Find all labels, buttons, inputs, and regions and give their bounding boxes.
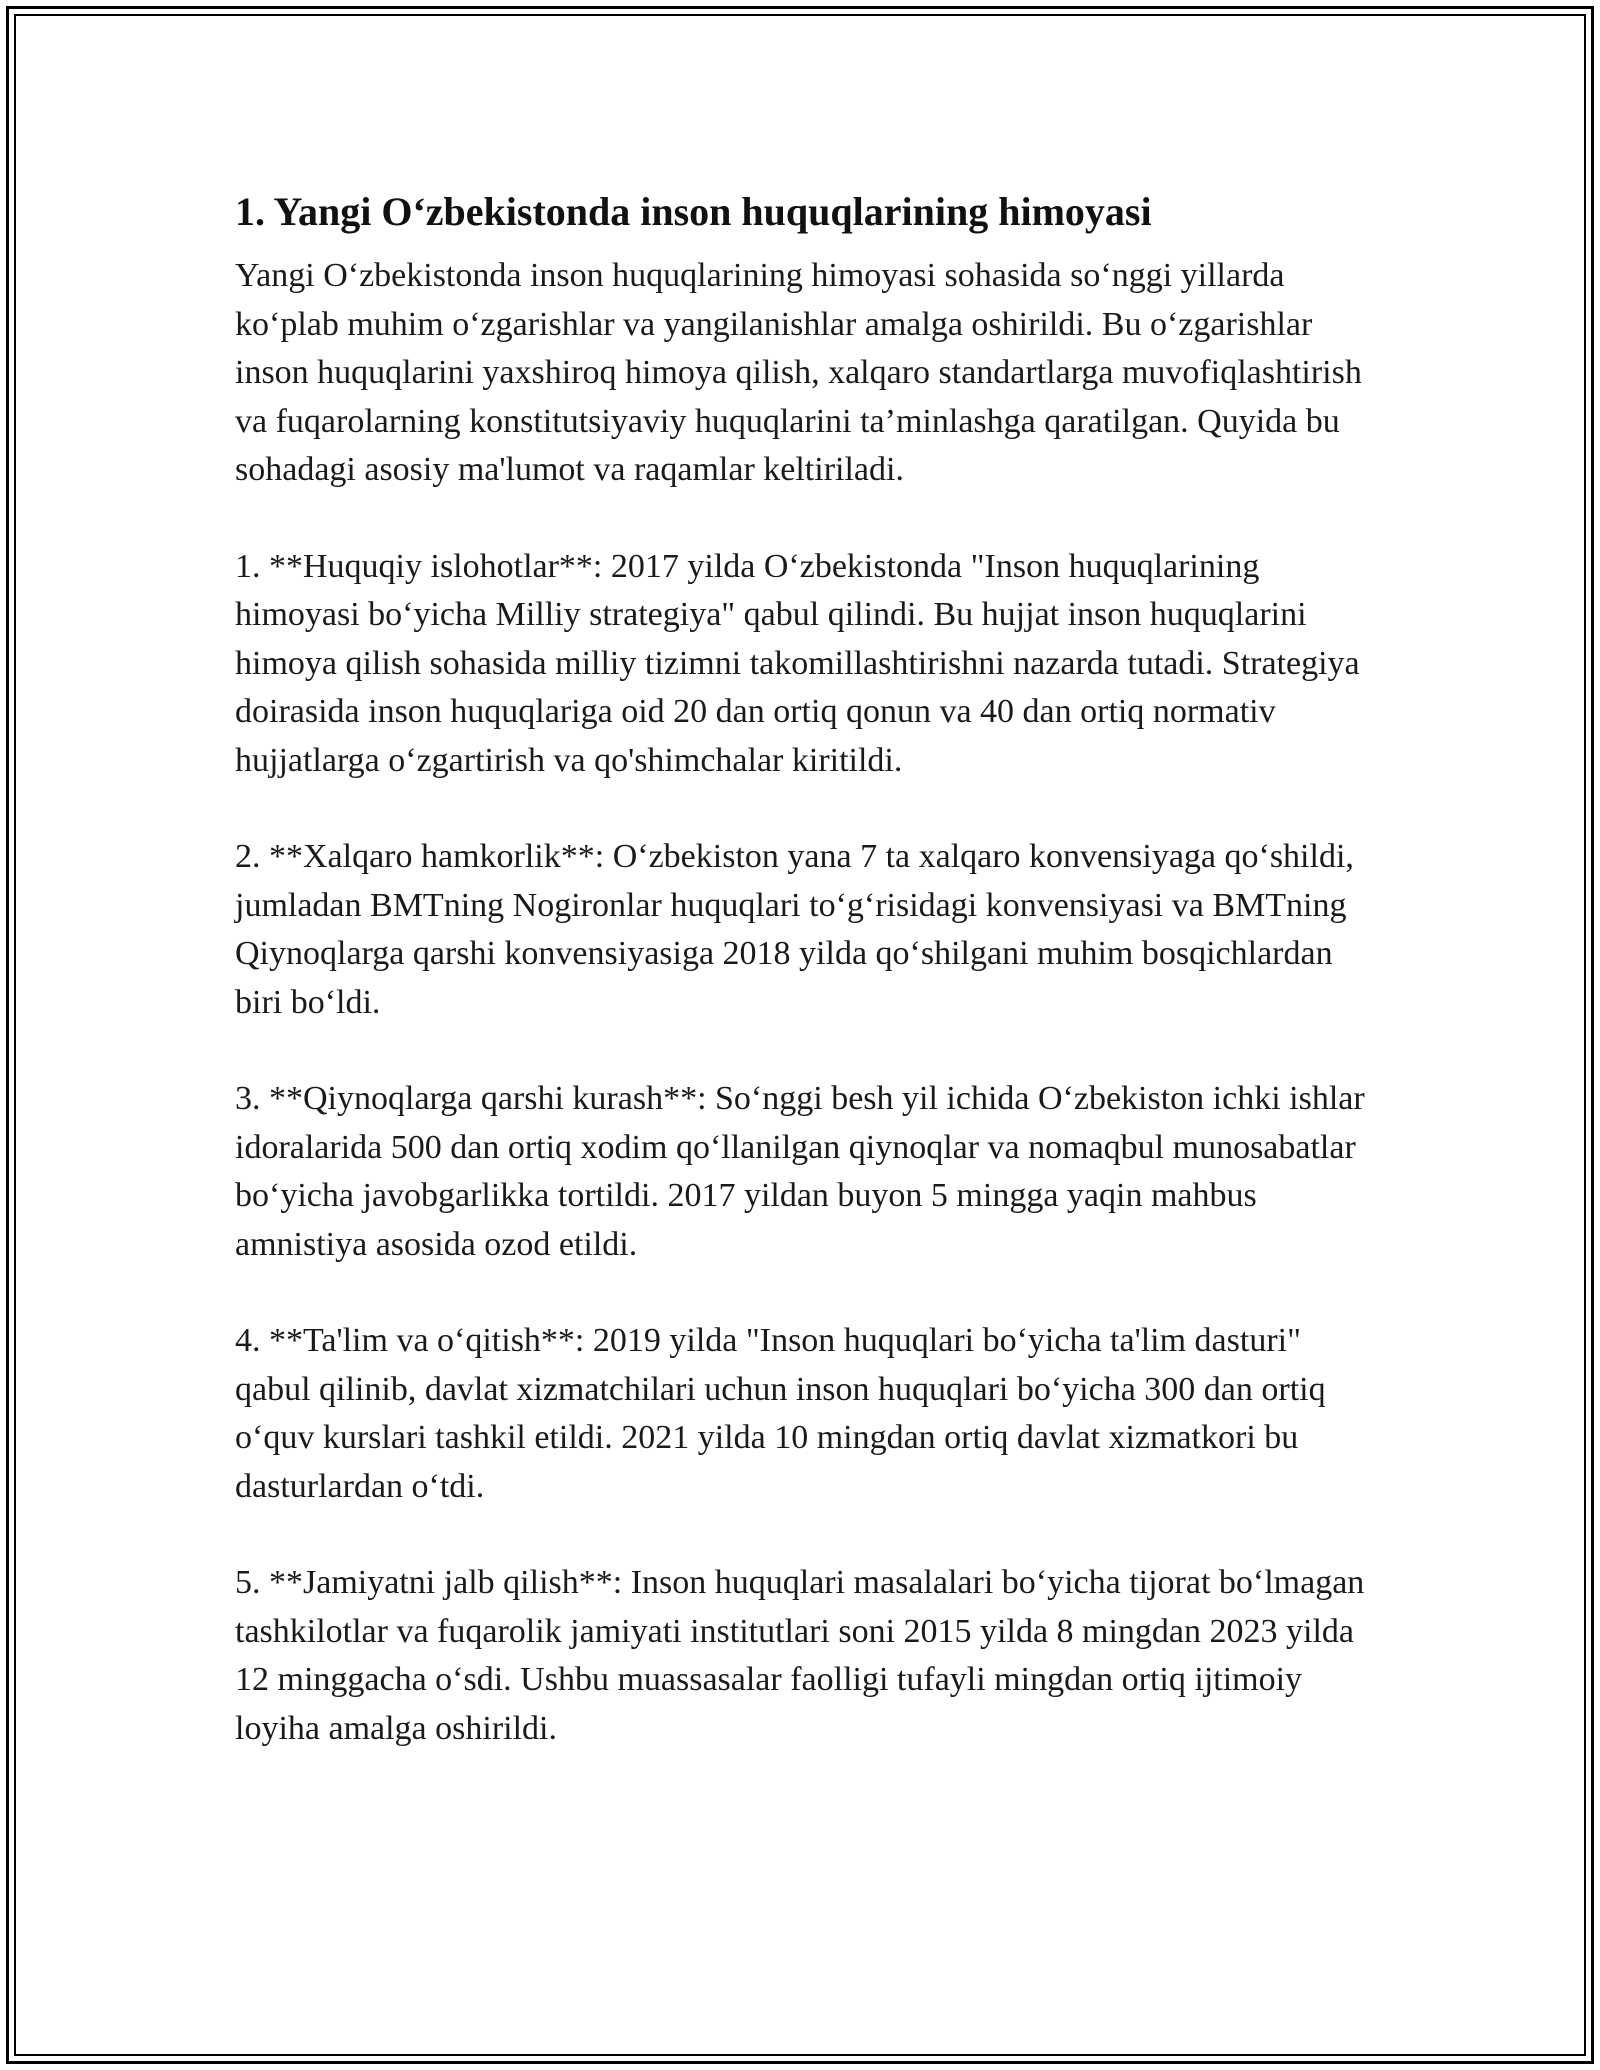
list-item-international-cooperation: 2. **Xalqaro hamkorlik**: O‘zbekiston yana 7 ta xalqaro konvensiyaga qo‘shildi, jumladan BMTning Nogironlar huquqlari to‘g‘risidagi konvensiyasi va BMTning Qiynoqlarga qarshi konvensiyasiga 2018 yilda qo‘shilgani muhim bosqichlardan biri bo‘ldi. xyxy=(235,838,1354,1021)
document-title: 1. Yangi O‘zbekistonda inson huquqlarining himoyasi xyxy=(235,189,1152,234)
document-body xyxy=(235,184,1375,1801)
list-item-education-training: 4. **Ta'lim va o‘qitish**: 2019 yilda "Inson huquqlari bo‘yicha ta'lim dasturi" qabul qilinib, davlat xizmatchilari uchun inson huquqlari bo‘yicha 300 dan ortiq o‘quv kurslari tashkil etildi. 2021 yilda 10 mingdan ortiq davlat xizmatkori bu dasturlardan o‘tdi. xyxy=(235,1322,1326,1505)
intro-paragraph: Yangi O‘zbekistonda inson huquqlarining himoyasi sohasida so‘nggi yillarda ko‘plab muhim o‘zgarishlar va yangilanishlar amalga oshirildi. Bu o‘zgarishlar inson huquqlarini yaxshiroq himoya qilish, xalqaro standartlarga muvofiqlashtirish va fuqarolarning konstitutsiyaviy huquqlarini ta’minlashga qaratilgan. Quyida bu sohadagi asosiy ma'lumot va raqamlar keltiriladi. xyxy=(235,257,1362,488)
list-item-anti-torture: 3. **Qiynoqlarga qarshi kurash**: So‘nggi besh yil ichida O‘zbekiston ichki ishlar idoralarida 500 dan ortiq xodim qo‘llanilgan qiynoqlar va nomaqbul munosabatlar bo‘yicha javobgarlikka tortildi. 2017 yildan buyon 5 mingga yaqin mahbus amnistiya asosida ozod etildi. xyxy=(235,1080,1365,1263)
list-item-legal-reforms: 1. **Huquqiy islohotlar**: 2017 yilda O‘zbekistonda "Inson huquqlarining himoyasi bo‘yicha Milliy strategiya" qabul qilindi. Bu hujjat inson huquqlarini himoya qilish sohasida milliy tizimni takomillashtirishni nazarda tutadi. Strategiya doirasida inson huquqlariga oid 20 dan ortiq qonun va 40 dan ortiq normativ hujjatlarga o‘zgartirish va qo'shimchalar kiritildi. xyxy=(235,547,1360,779)
list-item-civil-society: 5. **Jamiyatni jalb qilish**: Inson huquqlari masalalari bo‘yicha tijorat bo‘lmagan tashkilotlar va fuqarolik jamiyati institutlari soni 2015 yilda 8 mingdan 2023 yilda 12 minggacha o‘sdi. Ushbu muassasalar faolligi tufayli mingdan ortiq ijtimoiy loyiha amalga oshirildi. xyxy=(235,1564,1365,1747)
